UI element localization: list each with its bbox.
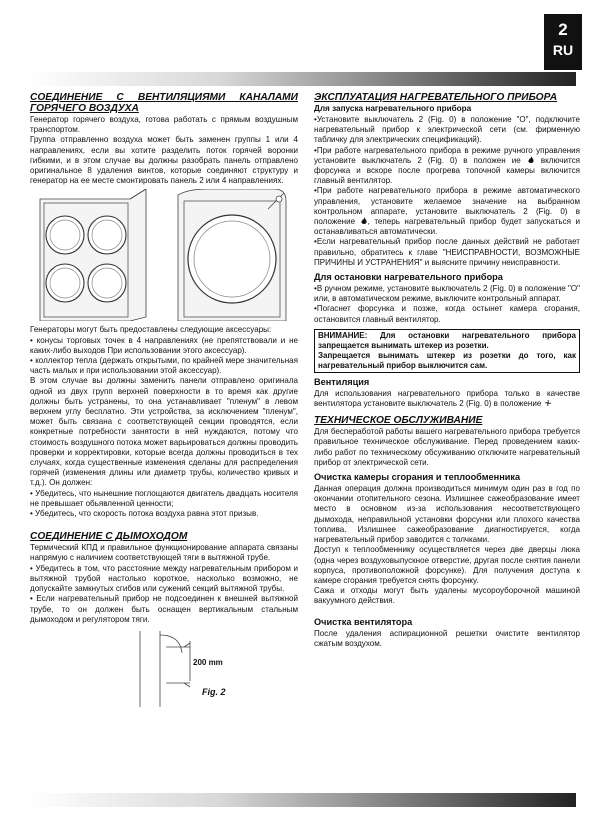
paragraph: Сажа и отходы могут быть удалены мусороуборочной машиной вакуумного действия.	[314, 586, 580, 606]
bullet-text: •При работе нагревательного прибора в режиме автоматического управления, установите желаемое значение на выбранном контрольном аппарате, установите выключатель 2 (Fig. 0) в положение	[314, 186, 580, 227]
paragraph: Термический КПД и правильное функционирование аппарата связаны напрямую с наличием соответствующей тяги в вытяжной трубе.	[30, 543, 298, 563]
bullet-item: • Убедитесь, что нынешние поглощаются двигатель двадцать носителя не превышает обьявленной ценности;	[30, 488, 298, 508]
warning-text: ВНИМАНИЕ: Для остановки нагревательного прибора запрещается вынимать штекер из розетки.	[318, 330, 576, 350]
paragraph: Доступ к теплообменнику осуществляется через две дверцы люка (одна через воздуховыпускное отверстие, другая после снятия панели корпуса, противоположной форсунке). Для получения доступа к камере сгорания требуется снять форсунку.	[314, 545, 580, 585]
paragraph	[314, 389, 580, 409]
bullet-item: •Если нагревательный прибор после данных действий не работает правильно, обратитесь к главе "НЕИСПРАВНОСТИ, ВОЗМОЖНЫЕ ПРИЧИНЫ И УСТРАНЕНИЯ" и выясните причину неисправности.	[314, 237, 580, 267]
paragraph: Для беспеработой работы вашего нагревательного прибора требуется правильное техническое обслуживание. Перед проведением каких-либо работ по техническому обсуживанию отключите нагревательный прибор от электрической сети.	[314, 427, 580, 467]
chimney-figure	[30, 627, 280, 707]
left-column	[30, 92, 298, 707]
right-column	[314, 92, 580, 649]
figure-caption: Fig. 2	[202, 686, 226, 697]
page-number: 2	[558, 20, 568, 39]
duct-panels-illustration	[38, 189, 288, 321]
subsection-title-start: Для запуска нагревательного прибора	[314, 104, 472, 113]
bullet-item	[314, 146, 580, 187]
bullet-item: •Установите выключатель 2 (Fig. 0) в положение "О", подключите нагревательный прибор к электрической сети (см. фирменную табличку для электрических спецификаций).	[314, 115, 580, 145]
flame-icon	[527, 156, 535, 164]
bullet-item: •В ручном режиме, установите выключатель 2 (Fig. 0) в положение "О" или, в автоматическом режиме, выключите контрольный аппарат.	[314, 284, 580, 304]
warning-box	[314, 329, 580, 373]
paragraph: После удаления аспирационной решетки очистите вентилятор сжатым воздухом.	[314, 628, 580, 648]
paragraph-text: Для использования нагревательного прибора только в качестве вентилятора установите выключатель 2 (Fig. 0) в положение	[314, 388, 580, 409]
bullet-item	[314, 186, 580, 237]
section-title-maintenance: ТЕХНИЧЕСКОЕ ОБСЛУЖИВАНИЕ	[314, 415, 483, 427]
bullet-text: •При работе нагревательного прибора в режиме ручного управления установите выключатель 2 (Fig. 0) в положен ие	[314, 145, 580, 165]
bullet-item: • Если нагревательный прибор не подсоединен к внешней вытяжной трубе, то он должен быть оснащен вертикальным стальным дымоходом и регулятором тяги.	[30, 594, 298, 624]
subsection-title-ventilation: Вентиляция	[314, 376, 370, 387]
header-gradient-bar	[28, 72, 576, 86]
paragraph: Генераторы могут быть предоставлены следующие аксессуары:	[30, 325, 272, 335]
bullet-text: включится форсунка и вскоре после прогрева топочной камеры включится главный вентилятор.	[314, 155, 580, 186]
subsection-title-stop: Для остановки нагревательного прибора	[314, 272, 503, 283]
section-title-ducts: СОЕДИНЕНИЕ С ВЕНТИЛЯЦИЯМИ КАНАЛАМИ ГОРЯЧЕГО ВОЗДУХА	[30, 92, 298, 114]
bullet-text: , теперь нагревательный прибор будет запускаться и останавливаться автоматически.	[314, 217, 580, 237]
bullet-item: •Погаснет форсунка и позже, когда остынет камера сгорания, остановится главный вентилятор.	[314, 304, 580, 324]
section-title-chimney: СОЕДИНЕНИЕ С ДЫМОХОДОМ	[30, 531, 188, 543]
dimension-label: 200 mm	[193, 657, 223, 667]
paragraph: Данная операция должна производиться минимум один раз в год по окончании отопительного сезона. Излишнее сажеобразование имеет место в основном из-за использования несоответствующего дымохода, неправильной установки форсунки или плохого качества топлива. Излишнее сажеобразование диагностируется, когда нагревательный прибор заводится с толчками.	[314, 484, 580, 545]
bullet-item: • коллектор тепла (держать открытыми, по крайней мере значительная часть малых и при использовании этой аксессуар).	[30, 356, 298, 376]
flame-icon	[360, 217, 368, 225]
section-title-operation: ЭКСПЛУАТАЦИЯ НАГРЕВАТЕЛЬНОГО ПРИБОРА	[314, 92, 558, 103]
bullet-item: • Убедитесь в том, что расстояние между нагревательным прибором и вытяжной трубой настолько короткое, насколько возможно, не допускайте замкнутых сгибов или сужений секций вытяжной трубы.	[30, 563, 298, 594]
subsection-title-fan: Очистка вентилятора	[314, 616, 413, 627]
page-badge	[544, 14, 582, 70]
paragraph: В этом случае вы должны заменить панели отправлено оригинала одной из двух групп верхней поверхности в то время как другие должны быть устранены, то она устанавливает "пленум" в левом верхнем углу бесплатно. Эти устройства, за исключением "пленум", может быть связана с соответствующей секции проводятся, если конкретные потребности занятости в ней нуждаются, потому что стоимость воздушного потока может варьироваться должны проводить проверки и корректировки, которые всегда должны проводиться в тех случаях, когда существенные изменения сделаны для распределения горячей (изменения длины или диаметр трубы, количество кривых и т.д.). Он должен:	[30, 376, 298, 488]
bullet-item: • конусы торговых точек в 4 направлениях (не препятствовали и не каких-либо выходов При использовании этого аксессуар).	[30, 335, 298, 355]
subsection-title-cleaning: Очистка камеры сгорания и теплообменника	[314, 472, 521, 483]
warning-text: Запрещается вынимать штекер из розетки до того, как нагревательный прибор выключится сам.	[318, 350, 576, 370]
language-code: RU	[552, 42, 574, 58]
bullet-item: • Убедитесь, что скорость потока воздуха равна этот призыв.	[30, 509, 259, 519]
paragraph: Генератор горячего воздуха, готова работать с прямым воздушным транспортом.	[30, 115, 298, 135]
paragraph: Группа отправленно воздуха может быть заменен группы 1 или 4 направлениях, если вы хотите разделить поток горячей воронки гибкими, и в этом случае вы должны разобрать панель отправлено оригинальное 8 удаления винтов, которые соединяют структуру и генератор на ее месте смонтировать панель 2 или 4 направлениях.	[30, 135, 298, 186]
footer-gradient-bar	[28, 793, 576, 807]
fan-icon	[544, 399, 552, 407]
